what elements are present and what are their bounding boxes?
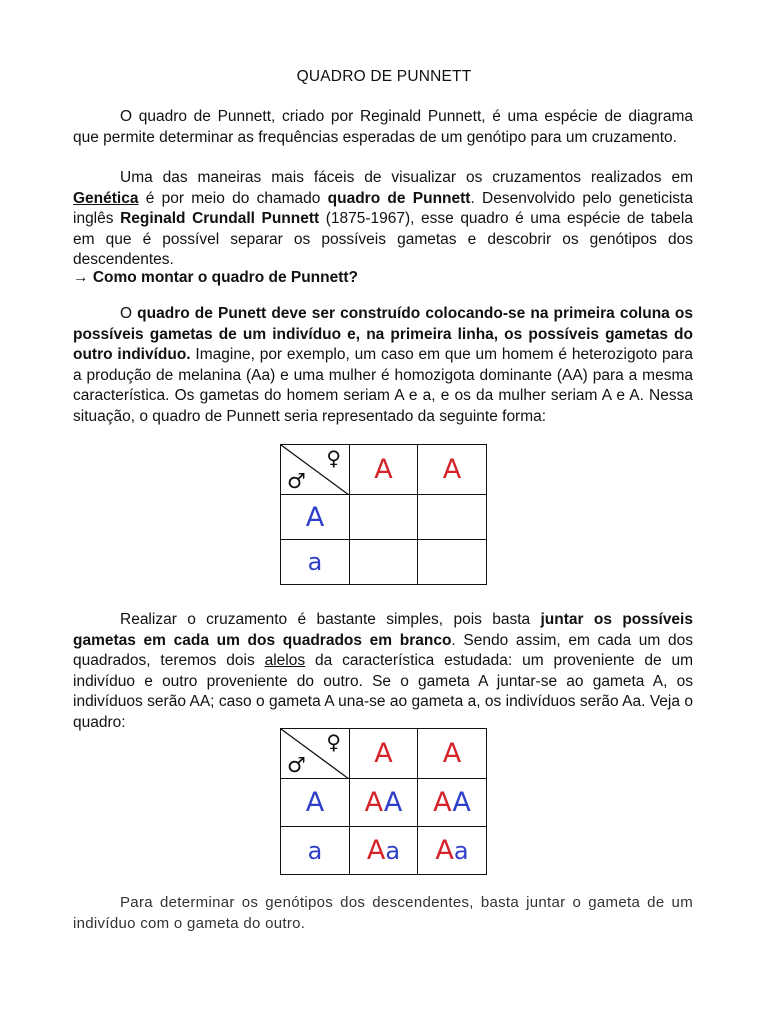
empty-cell [350,495,418,540]
arrow-icon: → [73,269,93,286]
female-allele: A [433,787,453,818]
male-gamete-1: A [281,779,350,827]
genotype-cell [350,827,418,875]
text-run: é por meio do chamado [138,189,328,207]
male-allele: A [452,787,471,818]
female-allele: A [364,787,384,818]
male-gamete-1: A [281,495,350,540]
corner-cell [281,729,350,779]
male-gamete-2: a [281,827,350,875]
male-symbol-icon: ♂ [287,469,306,493]
genotype-cell [418,827,487,875]
genotype-cell [350,779,418,827]
bold-text: juntar os possíveis gametas em cada um dos quadrados em branco [73,611,693,649]
male-allele: a [453,837,469,865]
female-gamete-1: A [350,445,418,495]
text-run: . Sendo assim, em cada um dos quadrados, teremos dois [73,631,693,670]
female-gamete-2: A [418,729,487,779]
text-run: Imagine, por exemplo, um caso em que um homem é heterozigoto para a produção de melanina (Aa) e uma mulher é homozigota dominante (AA) para a mesma característica. Os gametas do homem seriam A e a, e os da mulher seriam A e A. Nessa situação, o quadro de Punnett seria representado da seguinte forma: [73,346,693,425]
female-allele: A [435,835,454,866]
crossing-paragraph [73,610,693,734]
genetics-paragraph [73,168,693,271]
corner-cell [281,445,350,495]
female-symbol-icon: ♀ [326,730,341,754]
text-run: . Desenvolvido pelo geneticista inglês [73,189,693,228]
female-gamete-2: A [418,445,487,495]
male-allele: A [383,787,403,818]
punnett-square-filled [280,728,487,875]
bold-term: quadro de Punnett [327,189,471,207]
section-heading [73,269,358,287]
genotype-cell [418,779,487,827]
construction-paragraph [73,304,693,428]
page-title: QUADRO DE PUNNETT [296,68,472,85]
alelos-link[interactable]: alelos [264,652,306,670]
male-gamete-2: a [281,540,350,585]
empty-cell [418,495,487,540]
intro-paragraph [73,107,693,148]
genetica-link[interactable]: Genética [73,189,139,207]
bold-name: Reginald Crundall Punnett [120,210,320,228]
empty-cell [418,540,487,585]
female-gamete-1: A [350,729,418,779]
heading-text: Como montar o quadro de Punnett? [92,269,359,286]
male-symbol-icon: ♂ [287,753,306,777]
bold-text: quadro de Punett deve ser construído colocando-se na primeira coluna os possíveis gametas de um indivíduo e, na primeira linha, os possíveis gametas do outro indivíduo. [73,305,693,364]
intro-text: O quadro de Punnett, criado por Reginald Punnett, é uma espécie de diagrama que permite determinar as frequências esperadas de um genótipo para um cruzamento. [73,108,693,146]
empty-cell [350,540,418,585]
male-allele: a [385,837,401,865]
female-symbol-icon: ♀ [326,446,341,470]
text-run: O [120,305,138,322]
punnett-square-empty [280,444,487,585]
text-run: Uma das maneiras mais fáceis de visualizar os cruzamentos realizados em [120,169,693,186]
female-allele: A [366,835,386,866]
text-run: (1875-1967), esse quadro é uma espécie de tabela em que é possível separar os possíveis gametas e descobrir os genótipos dos descendentes. [73,210,693,269]
text-run: da característica estudada: um proveniente de um indivíduo e outro proveniente do outro. Se o gameta A juntar-se ao gameta A, os indivíduos serão AA; caso o gameta A una-se ao gameta a, os indivíduos serão Aa. Veja o quadro: [73,652,694,731]
text-run: Realizar o cruzamento é bastante simples, pois basta [120,611,541,628]
conclusion-paragraph: Para determinar os genótipos dos descendentes, basta juntar o gameta de um indivíduo com o gameta do outro. [73,894,693,932]
